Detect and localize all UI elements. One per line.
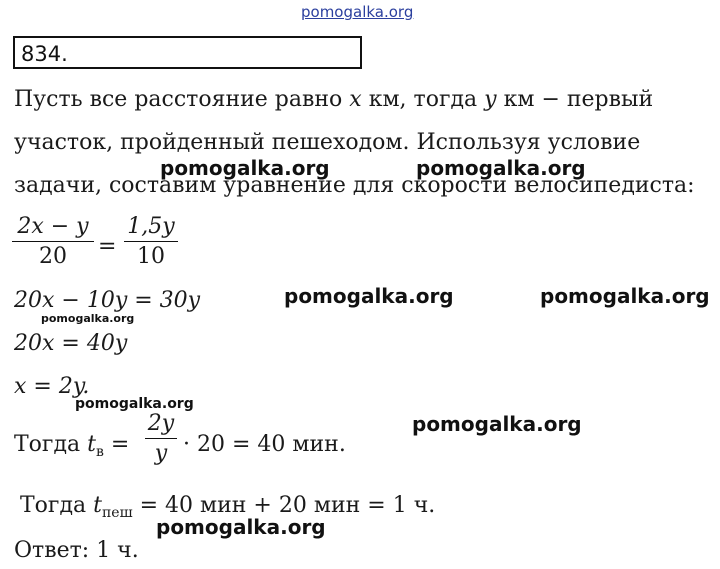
paragraph-line-1	[14, 89, 653, 111]
equation-4: x = 2y.	[14, 374, 90, 399]
text-span: Тогда	[14, 432, 88, 457]
text-span: км, тогда	[361, 87, 485, 112]
problem-number-box	[13, 36, 362, 69]
fraction-denominator: y	[154, 441, 168, 466]
fraction-numerator: 2y	[147, 411, 175, 436]
text-span: Пусть все расстояние равно	[14, 87, 350, 112]
fraction-numerator: 1,5y	[127, 214, 175, 239]
watermark: pomogalka.org	[41, 312, 135, 325]
watermark: pomogalka.org	[412, 412, 582, 436]
fraction-denominator: 20	[39, 244, 67, 269]
time-bicycle-result: · 20 = 40 мин.	[183, 432, 346, 457]
equation-3: 20x = 40y	[14, 331, 128, 356]
time-bicycle-line	[14, 434, 129, 459]
fraction-numerator: 2x − y	[17, 214, 89, 239]
var-t: t	[93, 493, 102, 518]
paragraph-line-2: участок, пройденный пешеходом. Используя условие	[14, 130, 641, 155]
equation-2: 20x − 10y = 30y	[14, 288, 201, 313]
fraction-right	[124, 216, 178, 268]
watermark: pomogalka.org	[75, 396, 194, 412]
text-span: Тогда	[20, 493, 94, 518]
watermark: pomogalka.org	[540, 284, 710, 308]
var-x: x	[349, 87, 362, 112]
text-span: км − первый	[496, 87, 654, 112]
fraction-left	[12, 216, 94, 268]
fraction-denominator: 10	[137, 244, 165, 269]
answer: Ответ: 1 ч.	[14, 538, 139, 563]
watermark-top: pomogalka.org	[301, 3, 414, 21]
watermark: pomogalka.org	[416, 156, 586, 180]
var-t: t	[87, 432, 96, 457]
subscript: в	[95, 444, 104, 460]
paragraph-line-3: задачи, составим уравнение для скорости велосипедиста:	[14, 173, 695, 198]
watermark: pomogalka.org	[160, 156, 330, 180]
fraction-bar	[124, 241, 178, 242]
text-span: = 40 мин + 20 мин = 1 ч.	[132, 493, 436, 518]
equals-sign: =	[103, 432, 130, 457]
subscript: пеш	[101, 505, 133, 521]
equals-sign: =	[98, 234, 117, 259]
fraction-time	[145, 413, 177, 465]
watermark: pomogalka.org	[156, 515, 326, 539]
var-y: y	[484, 87, 497, 112]
problem-number: 834.	[21, 42, 68, 66]
watermark: pomogalka.org	[284, 284, 454, 308]
fraction-bar	[145, 438, 177, 439]
fraction-bar	[12, 241, 94, 242]
